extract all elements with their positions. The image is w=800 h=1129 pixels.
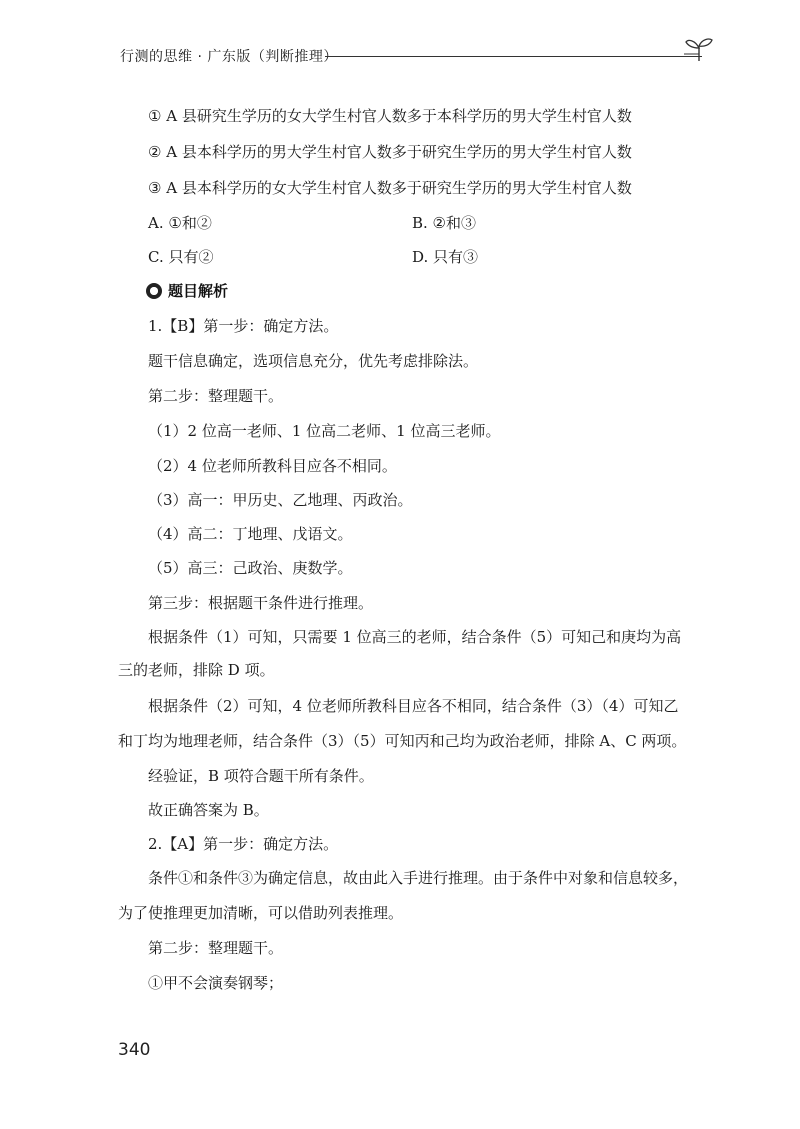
header-title: 行测的思维 · 广东版（判断推理） xyxy=(120,49,338,65)
page-number: 340 xyxy=(118,1040,151,1060)
statement-2: ② A 县本科学历的男大学生村官人数多于研究生学历的男大学生村官人数 xyxy=(148,143,632,161)
analysis-line: 第二步：整理题干。 xyxy=(148,387,284,405)
analysis-line: （4）高二：丁地理、戊语文。 xyxy=(148,525,353,543)
option-a: A. ①和② xyxy=(148,214,212,232)
analysis-line: （3）高一：甲历史、乙地理、丙政治。 xyxy=(148,491,413,509)
section-title: 题目解析 xyxy=(168,282,229,300)
analysis-line: （1）2 位高一老师、1 位高二老师、1 位高三老师。 xyxy=(148,422,501,440)
running-header xyxy=(120,40,710,68)
option-b: B. ②和③ xyxy=(412,214,477,232)
section-heading xyxy=(146,281,228,301)
analysis-line: 2.【A】第一步：确定方法。 xyxy=(148,835,339,853)
analysis-line: （2）4 位老师所教科目应各不相同。 xyxy=(148,457,397,475)
header-rule xyxy=(325,56,702,57)
analysis-line: 根据条件（1）可知，只需要 1 位高三的老师，结合条件（5）可知己和庚均为高 xyxy=(148,628,682,646)
statement-3: ③ A 县本科学历的女大学生村官人数多于研究生学历的男大学生村官人数 xyxy=(148,179,632,197)
analysis-line: 题干信息确定，选项信息充分，优先考虑排除法。 xyxy=(148,352,479,370)
analysis-line: ①甲不会演奏钢琴； xyxy=(148,974,284,992)
analysis-line: 故正确答案为 B。 xyxy=(148,801,269,819)
analysis-line: 根据条件（2）可知，4 位老师所教科目应各不相同，结合条件（3）（4）可知乙 xyxy=(148,697,679,715)
option-c: C. 只有② xyxy=(148,248,214,266)
analysis-line: 为了使推理更加清晰，可以借助列表推理。 xyxy=(118,904,404,922)
analysis-badge-icon xyxy=(146,283,162,299)
sprout-icon xyxy=(684,36,714,62)
option-d: D. 只有③ xyxy=(412,248,479,266)
analysis-line: 第三步：根据题干条件进行推理。 xyxy=(148,594,374,612)
analysis-line: 经验证，B 项符合题干所有条件。 xyxy=(148,767,374,785)
statement-1: ① A 县研究生学历的女大学生村官人数多于本科学历的男大学生村官人数 xyxy=(148,107,632,125)
analysis-line: 第二步：整理题干。 xyxy=(148,939,284,957)
analysis-line: 三的老师，排除 D 项。 xyxy=(118,661,275,679)
analysis-line: 和丁均为地理老师，结合条件（3）（5）可知丙和己均为政治老师，排除 A、C 两项。 xyxy=(118,732,687,750)
analysis-line: 1.【B】第一步：确定方法。 xyxy=(148,317,339,335)
analysis-line: （5）高三：己政治、庚数学。 xyxy=(148,559,353,577)
analysis-line: 条件①和条件③为确定信息，故由此入手进行推理。由于条件中对象和信息较多， xyxy=(148,869,689,887)
